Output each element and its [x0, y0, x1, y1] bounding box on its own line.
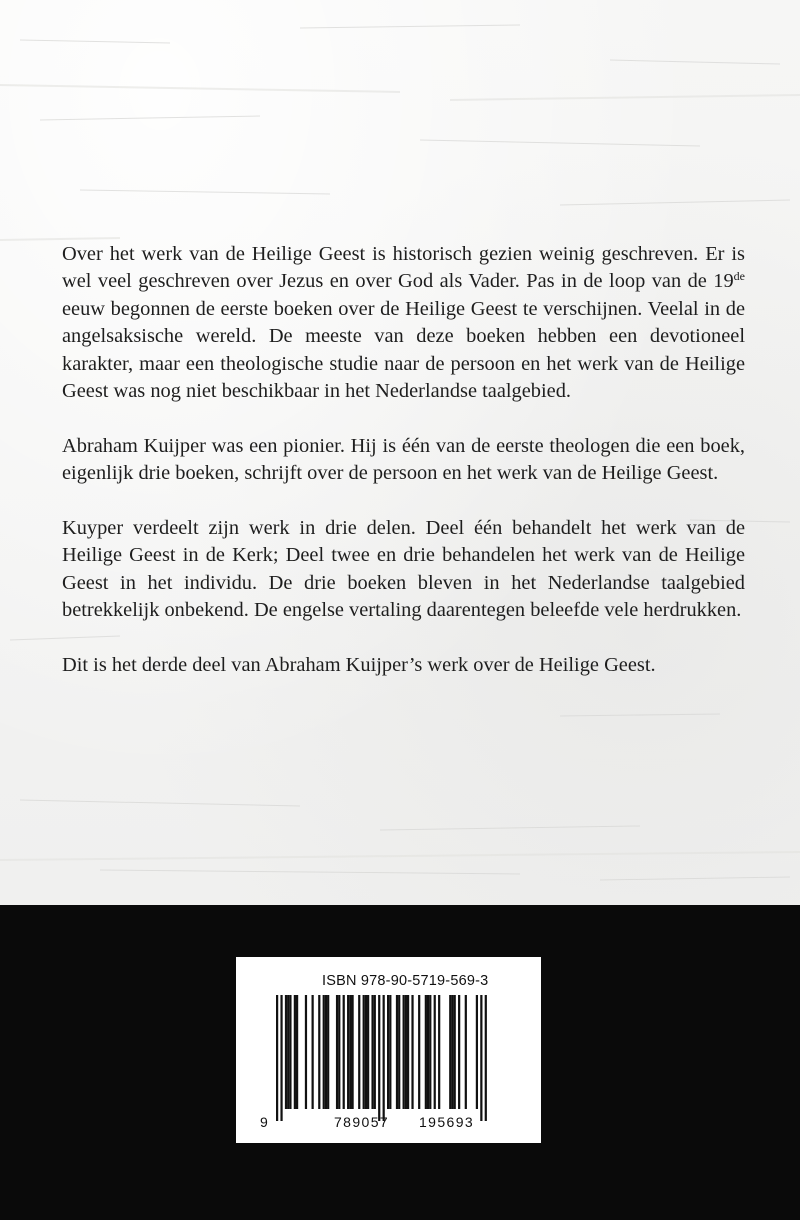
barcode-guard-bar: [280, 995, 282, 1121]
barcode-bar: [418, 995, 420, 1109]
barcode-digits-left: 789057: [334, 1114, 390, 1130]
barcode-guard-bar: [480, 995, 482, 1121]
blurb-paragraph-2: Abraham Kuijper was een pionier. Hij is één van de eerste theologen die een boek, eigenlijk drie boeken, schrijft over de persoon en het werk van de Heilige Geest.: [62, 434, 745, 485]
barcode-bar: [451, 995, 453, 1109]
barcode-bar: [458, 995, 460, 1109]
barcode-bar: [434, 995, 436, 1109]
barcode-bar: [325, 995, 327, 1109]
barcode-bar: [338, 995, 340, 1109]
barcode-bar: [365, 995, 367, 1109]
superscript-ordinal: de: [733, 269, 745, 284]
barcode-bar: [294, 995, 296, 1109]
barcode-bar: [351, 995, 353, 1109]
isbn-barcode: [236, 957, 541, 1143]
barcode-bar: [411, 995, 413, 1109]
barcode-bar: [407, 995, 409, 1109]
barcode-bar: [363, 995, 365, 1109]
blurb-paragraph-1-end: eeuw begonnen de eerste boeken over de Heilige Geest te verschijnen. Veelal in de angelsaksische wereld. De meeste van deze boeken hebben een devotioneel karakter, maar een theologische studie naar de persoon en het werk van de Heilige Geest was nog niet beschikbaar in het Nederlandse taalgebied.: [62, 297, 745, 403]
barcode-bar: [318, 995, 320, 1109]
barcode-bar: [427, 995, 429, 1109]
barcode-guard-bar: [485, 995, 487, 1121]
barcode-bar: [296, 995, 298, 1109]
blurb-text: [62, 241, 745, 679]
barcode-bar: [287, 995, 289, 1109]
barcode-bar: [429, 995, 431, 1109]
barcode-bar: [305, 995, 307, 1109]
barcode-bar: [403, 995, 405, 1109]
barcode-guard-bar: [276, 995, 278, 1121]
barcode-bar: [465, 995, 467, 1109]
barcode-bar: [358, 995, 360, 1109]
isbn-label: ISBN 978-90-5719-569-3: [322, 973, 489, 989]
barcode-bar: [367, 995, 369, 1109]
barcode-guard-bar: [383, 995, 385, 1121]
barcode-bar: [327, 995, 329, 1109]
blurb-paragraph-1: [62, 241, 745, 405]
barcode-bar: [343, 995, 345, 1109]
barcode-bar: [285, 995, 287, 1109]
barcode-bar: [438, 995, 440, 1109]
barcode-bar: [323, 995, 325, 1109]
barcode-bar: [349, 995, 351, 1109]
barcode-bar: [425, 995, 427, 1109]
blurb-paragraph-3: Kuyper verdeelt zijn werk in drie delen. Deel één behandelt het werk van de Heilige Geest in de Kerk; Deel twee en drie behandelen het werk van de Heilige Geest in het individu. De drie boeken bleven in het Nederlandse taalgebied betrekkelijk onbekend. De engelse vertaling daarentegen beleefde vele herdrukken.: [62, 517, 745, 622]
barcode-digits-right: 195693: [419, 1114, 475, 1130]
barcode-bar: [371, 995, 373, 1109]
barcode-bar: [398, 995, 400, 1109]
barcode-bar: [476, 995, 478, 1109]
barcode-bar: [405, 995, 407, 1109]
barcode-digit-first: 9: [260, 1114, 270, 1130]
barcode-bar: [374, 995, 376, 1109]
barcode-bar: [387, 995, 389, 1109]
barcode-bar: [289, 995, 291, 1109]
barcode-bar: [336, 995, 338, 1109]
barcode-guard-bar: [378, 995, 380, 1121]
barcode-bar: [454, 995, 456, 1109]
barcode-bar: [389, 995, 391, 1109]
barcode-bar: [449, 995, 451, 1109]
barcode-bar: [347, 995, 349, 1109]
barcode-bar: [396, 995, 398, 1109]
barcode-bar: [312, 995, 314, 1109]
blurb-paragraph-4: Dit is het derde deel van Abraham Kuijper’s werk over de Heilige Geest.: [62, 654, 656, 677]
blurb-paragraph-1-start: Over het werk van de Heilige Geest is historisch gezien weinig geschreven. Er is wel veel geschreven over Jezus en over God als Vader. Pas in de loop van de 19: [62, 243, 745, 293]
